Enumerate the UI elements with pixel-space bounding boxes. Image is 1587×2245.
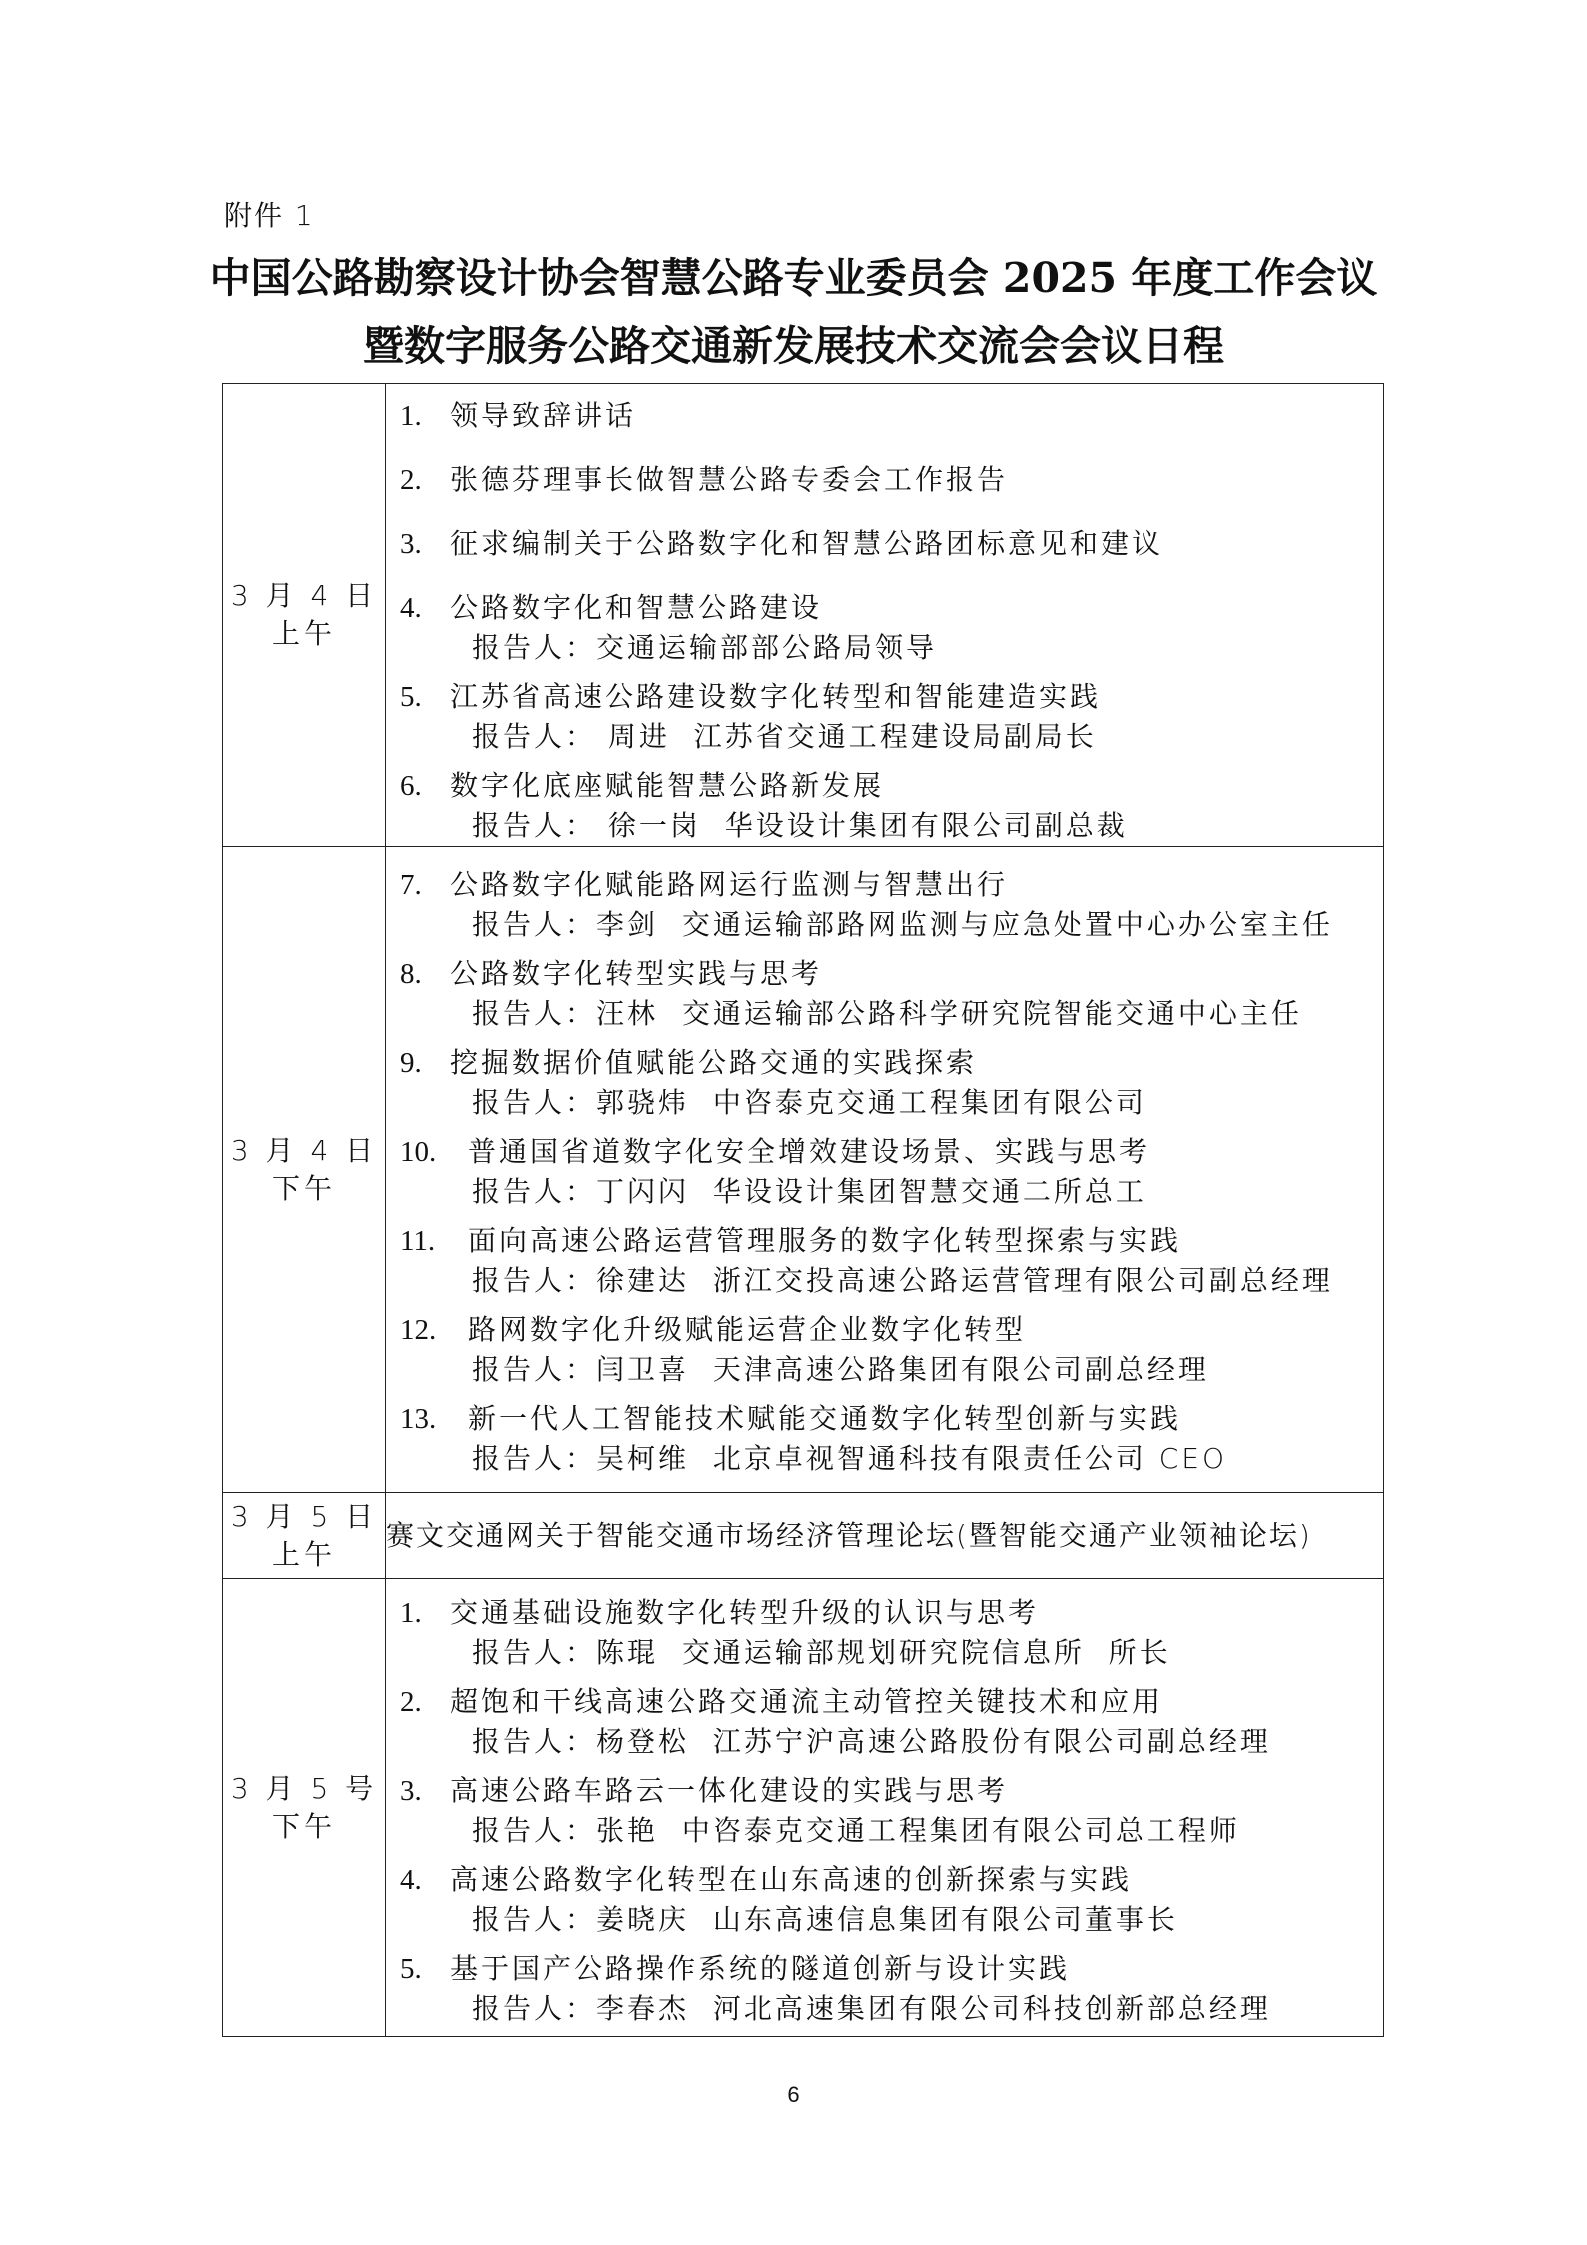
session-period: 下午 [271,1809,336,1843]
schedule-row [223,847,1384,1493]
item-title: 公路数字化和智慧公路建设 [450,591,823,624]
session-period: 下午 [271,1171,336,1205]
reporter-label: 报告人： [472,631,597,664]
reporter-name: 张艳 中咨泰克交通工程集团有限公司总工程师 [596,1813,1240,1847]
item-number: 4. [400,1863,422,1896]
reporter-name: 徐一岗 华设设计集团有限公司副总裁 [596,809,1128,842]
item-title: 普通国省道数字化安全增效建设场景、实践与思考 [468,1134,1151,1168]
item-number: 13. [400,1402,437,1435]
reporter-label: 报告人： [472,1085,597,1119]
agenda-item [386,396,1383,436]
reporter-label: 报告人： [472,1441,597,1475]
item-title: 高速公路车路云一体化建设的实践与思考 [450,1773,1009,1807]
reporter-name: 郭骁炜 中咨泰克交通工程集团有限公司 [596,1085,1147,1119]
item-reporter [450,1350,1383,1390]
reporter-name: 李剑 交通运输部路网监测与应急处置中心办公室主任 [596,907,1333,941]
item-reporter [450,1989,1383,2029]
item-reporter [450,1900,1383,1940]
item-reporter [450,1811,1383,1851]
item-title: 挖掘数据价值赋能公路交通的实践探索 [450,1045,978,1079]
reporter-name: 丁闪闪 华设设计集团智慧交通二所总工 [596,1174,1147,1208]
agenda-item [386,1771,1383,1851]
session-date-cell [223,847,386,1493]
item-reporter [450,1633,1383,1673]
item-number: 6. [400,770,422,802]
reporter-name: 交通运输部部公路局领导 [596,631,938,664]
schedule-row [223,384,1384,847]
reporter-label: 报告人： [472,1635,597,1669]
schedule-row [223,1493,1384,1579]
agenda-item [386,954,1383,1034]
agenda-item [386,1399,1383,1479]
reporter-name: 汪林 交通运输部公路科学研究院智能交通中心主任 [596,996,1302,1030]
reporter-name: 徐建达 浙江交投高速公路运营管理有限公司副总经理 [596,1263,1333,1297]
item-reporter [450,1439,1383,1479]
agenda-item [386,1310,1383,1390]
agenda-item [386,766,1383,846]
reporter-label: 报告人： [472,1991,597,2025]
agenda-item [386,1221,1383,1301]
agenda-item [386,1593,1383,1673]
item-reporter [450,1172,1383,1212]
session-date: 3 月 4 日 [230,579,378,612]
item-title: 张德芬理事长做智慧公路专委会工作报告 [450,463,1009,496]
reporter-label: 报告人： [472,996,597,1030]
item-number: 10. [400,1135,437,1168]
item-number: 2. [400,464,422,496]
item-title: 江苏省高速公路建设数字化转型和智能建造实践 [450,680,1102,713]
session-date: 3 月 4 日 [230,1133,378,1167]
reporter-name: 闫卫喜 天津高速公路集团有限公司副总经理 [596,1352,1209,1386]
item-number: 2. [400,1685,422,1718]
item-reporter [450,1261,1383,1301]
item-title: 数字化底座赋能智慧公路新发展 [450,769,885,802]
schedule-row [223,1579,1384,2037]
item-number: 3. [400,1774,422,1807]
reporter-label: 报告人： [472,720,597,753]
item-number: 8. [400,957,422,990]
item-number: 7. [400,868,422,901]
reporter-name: 杨登松 江苏宁沪高速公路股份有限公司副总经理 [596,1724,1271,1758]
item-number: 1. [400,400,422,432]
reporter-label: 报告人： [472,1724,597,1758]
attachment-label: 附件 1 [224,199,315,232]
forum-title: 赛文交通网关于智能交通市场经济管理论坛(暨智能交通产业领袖论坛) [386,1493,1384,1579]
reporter-name: 吴柯维 北京卓视智通科技有限责任公司 CEO [596,1441,1228,1475]
session-date: 3 月 5 日 [230,1499,378,1533]
item-reporter [450,628,1383,668]
item-reporter [450,905,1383,945]
agenda-item [386,677,1383,757]
item-title: 高速公路数字化转型在山东高速的创新探索与实践 [450,1862,1133,1896]
item-title: 超饱和干线高速公路交通流主动管控关键技术和应用 [450,1684,1164,1718]
agenda-item [386,865,1383,945]
item-title: 路网数字化升级赋能运营企业数字化转型 [468,1312,1027,1346]
reporter-name: 李春杰 河北高速集团有限公司科技创新部总经理 [596,1991,1271,2025]
reporter-name: 陈琨 交通运输部规划研究院信息所 所长 [596,1635,1171,1669]
session-items [386,1579,1384,2037]
schedule-table [222,383,1384,2037]
reporter-label: 报告人： [472,809,597,842]
item-reporter [450,717,1383,757]
item-title: 新一代人工智能技术赋能交通数字化转型创新与实践 [468,1401,1182,1435]
agenda-item [386,588,1383,668]
item-reporter [450,1083,1383,1123]
item-title: 公路数字化赋能路网运行监测与智慧出行 [450,867,1009,901]
item-number: 5. [400,1952,422,1985]
item-title: 领导致辞讲话 [450,399,637,432]
session-period: 上午 [271,1537,336,1571]
reporter-label: 报告人： [472,1174,597,1208]
item-number: 9. [400,1046,422,1079]
session-date-cell [223,1493,386,1579]
session-date: 3 月 5 号 [230,1771,378,1805]
agenda-item [386,524,1383,564]
document-title-line-2: 暨数字服务公路交通新发展技术交流会会议日程 [363,322,1224,370]
reporter-label: 报告人： [472,1902,597,1936]
reporter-label: 报告人： [472,907,597,941]
item-number: 12. [400,1313,437,1346]
item-title: 基于国产公路操作系统的隧道创新与设计实践 [450,1951,1071,1985]
agenda-item [386,1043,1383,1123]
item-reporter [450,994,1383,1034]
item-title: 征求编制关于公路数字化和智慧公路团标意见和建议 [450,527,1164,560]
agenda-item [386,1860,1383,1940]
item-number: 4. [400,592,422,624]
item-title: 面向高速公路运营管理服务的数字化转型探索与实践 [468,1223,1182,1257]
reporter-name: 姜晓庆 山东高速信息集团有限公司董事长 [596,1902,1178,1936]
item-title: 交通基础设施数字化转型升级的认识与思考 [450,1595,1040,1629]
reporter-label: 报告人： [472,1813,597,1847]
item-number: 11. [400,1224,436,1257]
item-reporter [450,806,1383,846]
reporter-name: 周进 江苏省交通工程建设局副局长 [596,720,1097,753]
reporter-label: 报告人： [472,1263,597,1297]
session-items [386,384,1384,847]
agenda-item [386,1682,1383,1762]
session-period: 上午 [271,617,336,650]
item-title: 公路数字化转型实践与思考 [450,956,823,990]
agenda-item [386,460,1383,500]
item-number: 1. [400,1596,422,1629]
session-date-cell [223,384,386,847]
item-number: 5. [400,681,422,713]
agenda-item [386,1949,1383,2029]
session-date-cell [223,1579,386,2037]
reporter-label: 报告人： [472,1352,597,1386]
item-reporter [450,1722,1383,1762]
agenda-item [386,1132,1383,1212]
document-title-line-1: 中国公路勘察设计协会智慧公路专业委员会 2025 年度工作会议 [209,254,1378,302]
page-number: 6 [787,2082,800,2107]
item-number: 3. [400,528,422,560]
session-items [386,847,1384,1493]
